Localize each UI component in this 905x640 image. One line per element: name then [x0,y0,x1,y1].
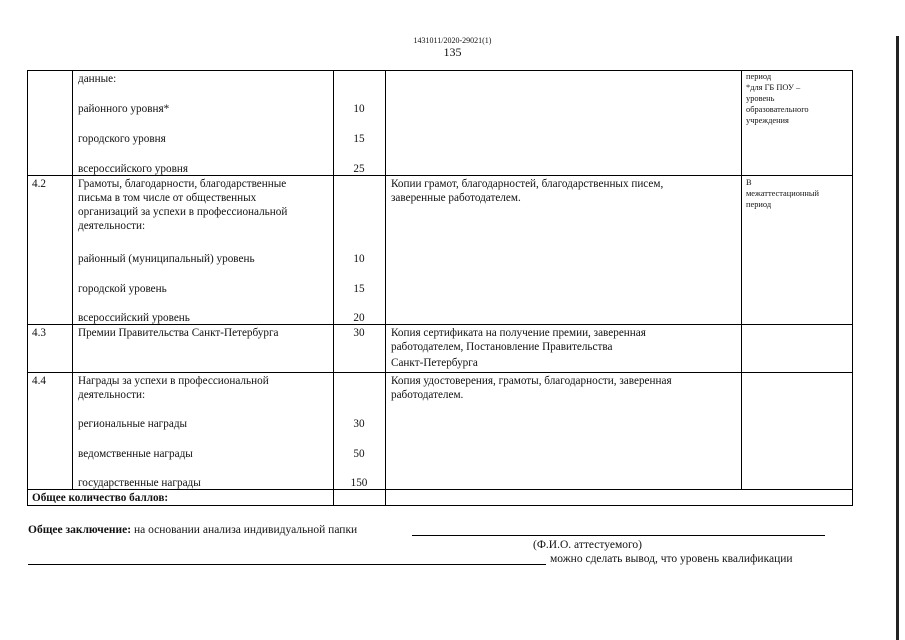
evidence-text: Копия удостоверения, грамоты, благодарности, заверенная [391,375,672,387]
level-points: 150 [350,477,368,489]
level-points: 30 [353,327,365,339]
criterion-text: данные: [78,73,117,85]
criterion-text: Премии Правительства Санкт-Петербурга [78,327,279,339]
row-divider [27,372,853,373]
criterion-text: письма в том числе от общественных [78,192,257,204]
period-note: период [746,200,772,209]
level-label: городского уровня [78,133,166,145]
level-points: 15 [353,283,365,295]
document-id: 1431011/2020-29021(1) [413,36,492,45]
period-note: межаттестационный [746,189,819,198]
table-border-bottom [27,505,853,506]
period-note: В [746,178,752,187]
fio-underline [412,535,825,536]
page-edge-bar [896,36,899,640]
criterion-text: Грамоты, благодарности, благодарственные [78,178,287,190]
period-note: период [746,72,772,81]
level-points: 25 [353,163,365,175]
level-points: 10 [353,253,365,265]
fio-caption: (Ф.И.О. аттестуемого) [533,539,642,551]
period-note: образовательного [746,105,809,114]
evidence-text: заверенные работодателем. [391,192,521,204]
level-points: 10 [353,103,365,115]
evidence-text: Санкт-Петербурга [391,357,478,369]
row-number: 4.3 [32,327,46,339]
table-border-top [27,70,853,71]
level-points: 50 [353,448,365,460]
criterion-text: организаций за успехи в профессиональной [78,206,288,218]
row-number: 4.2 [32,178,46,190]
evidence-text: работодателем. [391,389,464,401]
level-label: всероссийский уровень [78,312,190,324]
criterion-text: деятельности: [78,220,146,232]
level-label: региональные награды [78,418,188,430]
col-divider [72,70,73,490]
level-label: районный (муниципальный) уровень [78,253,255,265]
blank-underline [28,564,546,565]
row-number: 4.4 [32,375,46,387]
period-note: уровень [746,94,775,103]
level-label: государственные награды [78,477,201,489]
period-note: *для ГБ ПОУ – [746,83,801,92]
evidence-text: Копии грамот, благодарностей, благодарственных писем, [391,178,664,190]
level-label: ведомственные награды [78,448,193,460]
conclusion-label: Общее заключение: [28,524,132,536]
level-label: городской уровень [78,283,167,295]
table-border-left [27,70,28,506]
level-points: 15 [353,133,365,145]
page-number: 135 [443,45,462,59]
conclusion-text: на основании анализа индивидуальной папки [133,524,358,536]
criteria-table [27,70,853,506]
level-points: 20 [353,312,365,324]
conclusion-line [28,523,357,537]
col-divider [385,70,386,506]
evidence-text: работодателем, Постановление Правительства [391,341,613,353]
level-points: 30 [353,418,365,430]
conclusion-text-2: можно сделать вывод, что уровень квалификации [550,553,793,565]
level-label: районного уровня* [78,103,170,115]
level-label: всероссийского уровня [78,163,188,175]
criterion-text: Награды за успехи в профессиональной [78,375,269,387]
total-score-label: Общее количество баллов: [32,492,169,504]
evidence-text: Копия сертификата на получение премии, заверенная [391,327,646,339]
period-note: учреждения [746,116,789,125]
col-divider [741,70,742,490]
criterion-text: деятельности: [78,389,146,401]
table-border-right [852,70,853,506]
